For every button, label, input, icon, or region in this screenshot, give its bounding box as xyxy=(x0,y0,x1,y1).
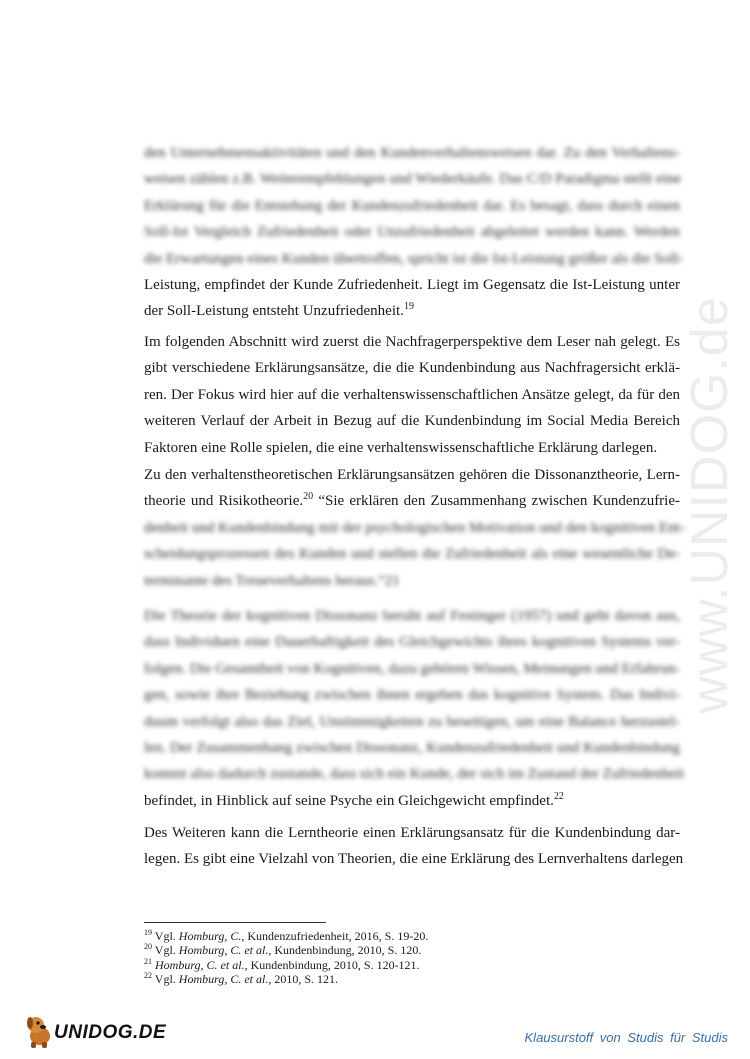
blurred-text-block xyxy=(144,603,685,788)
footnotes xyxy=(144,929,428,987)
text-line: terminante des Treueverhaltens heraus.“21 xyxy=(144,572,400,589)
text-line: Des Weiteren kann die Lerntheorie einen Erklärungsansatz für die Kundenbindung dar- xyxy=(144,825,680,841)
text-line: scheidungsprozessen des Kunden und stellen die Zufriedenheit als eine wesentliche De- xyxy=(144,546,680,563)
footnote-item: $^{21}$ Homburg, C. et al., Kundenbindung, 2010, S. 120-121. xyxy=(144,956,420,972)
watermark: www.UNIDOG.de xyxy=(681,296,739,714)
text-line: Leistung, empfindet der Kunde Zufriedenheit. Liegt im Gegensatz die Ist-Leistung unter xyxy=(144,277,680,294)
logo-text: UNIDOG.DE xyxy=(54,1022,167,1043)
footnote-item: $^{19}$ Vgl. Homburg, C., Kundenzufriedenheit, 2016, S. 19-20. xyxy=(144,928,429,943)
text-line: weisen zählen z.B. Weiterempfehlungen und Wiederkäufe. Das C/D Paradigma stellt eine xyxy=(144,171,682,188)
text-line: theorie und Risikotheorie.$^{20}$ “Sie erklären den Zusammenhang zwischen Kundenzufrie- xyxy=(144,491,680,510)
text-line: denheit und Kundenbindung mit der psychologischen Motivation und den kognitiven Ent- xyxy=(144,519,685,536)
text-line: duum verfolgt also das Ziel, Unstimmigkeiten zu beseitigen, um eine Balance herzustel- xyxy=(144,713,680,730)
text-line: Soll-Ist Vergleich Zufriedenheit oder Unzufriedenheit abgeleitet werden kann. Werden xyxy=(144,224,680,241)
unidog-logo[interactable] xyxy=(22,1012,167,1050)
text-line: gen, sowie ihre Beziehung zwischen ihnen ergeben das kognitive System. Das Indivi- xyxy=(144,687,680,704)
text-line: legen. Es gibt eine Vielzahl von Theorien, die eine Erklärung des Lernverhaltens darlegen xyxy=(144,851,684,868)
footnote-item: $^{22}$ Vgl. Homburg, C. et al., 2010, S. 121. xyxy=(144,971,339,987)
text-line: Die Theorie der kognitiven Dissonanz beruht auf Festinger (1957) und geht davon aus, xyxy=(144,608,680,624)
text-line: Zu den verhaltenstheoretischen Erklärungsansätzen gehören die Dissonanztheorie, Lern- xyxy=(144,467,680,483)
text-line: kommt also dadurch zustande, dass sich ein Kunde, der sich im Zustand der Zufriedenheit xyxy=(144,766,685,783)
paragraph-3 xyxy=(144,462,685,594)
text-line: gibt verschiedene Erklärungsansätze, die die Kundenbindung aus Nachfragersicht erklä- xyxy=(144,360,680,377)
tagline: Klausurstoff von Studis für Studis xyxy=(524,1030,728,1045)
dog-mascot-icon xyxy=(22,1012,56,1050)
paragraph-5 xyxy=(144,820,684,873)
paragraph-4 xyxy=(144,603,685,814)
text-line: ren. Der Fokus wird hier auf die verhaltenswissenschaftlichen Ansätze gelegt, da für den xyxy=(144,386,680,403)
text-line: folgen. Die Gesamtheit von Kognitiven, dazu gehören Wissen, Meinungen und Erfahrun- xyxy=(144,660,681,677)
text-line: die Erwartungen eines Kunden übertroffen, spricht ist die Ist-Leistung größer als die Soll- xyxy=(144,250,684,267)
footnote-ref[interactable]: 19 xyxy=(403,301,414,313)
text-line: befindet, in Hinblick auf seine Psyche ein Gleichgewicht empfindet.$^{22}$ xyxy=(144,790,564,809)
footnote-ref[interactable]: 20 xyxy=(303,491,314,503)
text-line: weiteren Verlauf der Arbeit in Bezug auf die Kundenbindung im Social Media Bereich xyxy=(144,413,680,430)
footnote-item: $^{20}$ Vgl. Homburg, C. et al., Kundenbindung, 2010, S. 120. xyxy=(144,942,422,958)
text-line: Im folgenden Abschnitt wird zuerst die Nachfragerperspektive dem Leser nah gelegt. Es xyxy=(144,334,680,350)
text-line: Erklärung für die Entstehung der Kundenzufriedenheit dar. Es besagt, dass durch einen xyxy=(144,197,680,214)
blurred-text-block xyxy=(144,140,684,272)
blurred-text-block xyxy=(144,515,685,594)
paragraph-2 xyxy=(144,329,680,461)
footnote-ref[interactable]: 22 xyxy=(553,790,564,802)
text-line: dass Individuen eine Dauerhaftigkeit des Gleichgewichts ihres kognitiven Systems ver- xyxy=(144,634,680,651)
text-line: Faktoren eine Rolle spielen, die eine verhaltenswissenschaftliche Erklärung darlegen. xyxy=(144,439,658,456)
footnote-divider xyxy=(144,922,326,923)
text-line: len. Der Zusammenhang zwischen Dissonanz, Kundenzufriedenheit und Kundenbindung xyxy=(144,740,680,757)
text-line: der Soll-Leistung entsteht Unzufriedenheit.$^{19}$ xyxy=(144,301,414,320)
text-line: den Unternehmensaktivitäten und den Kundenverhaltensweisen dar. Zu den Verhaltens- xyxy=(144,145,680,161)
paragraph-1 xyxy=(144,140,684,325)
